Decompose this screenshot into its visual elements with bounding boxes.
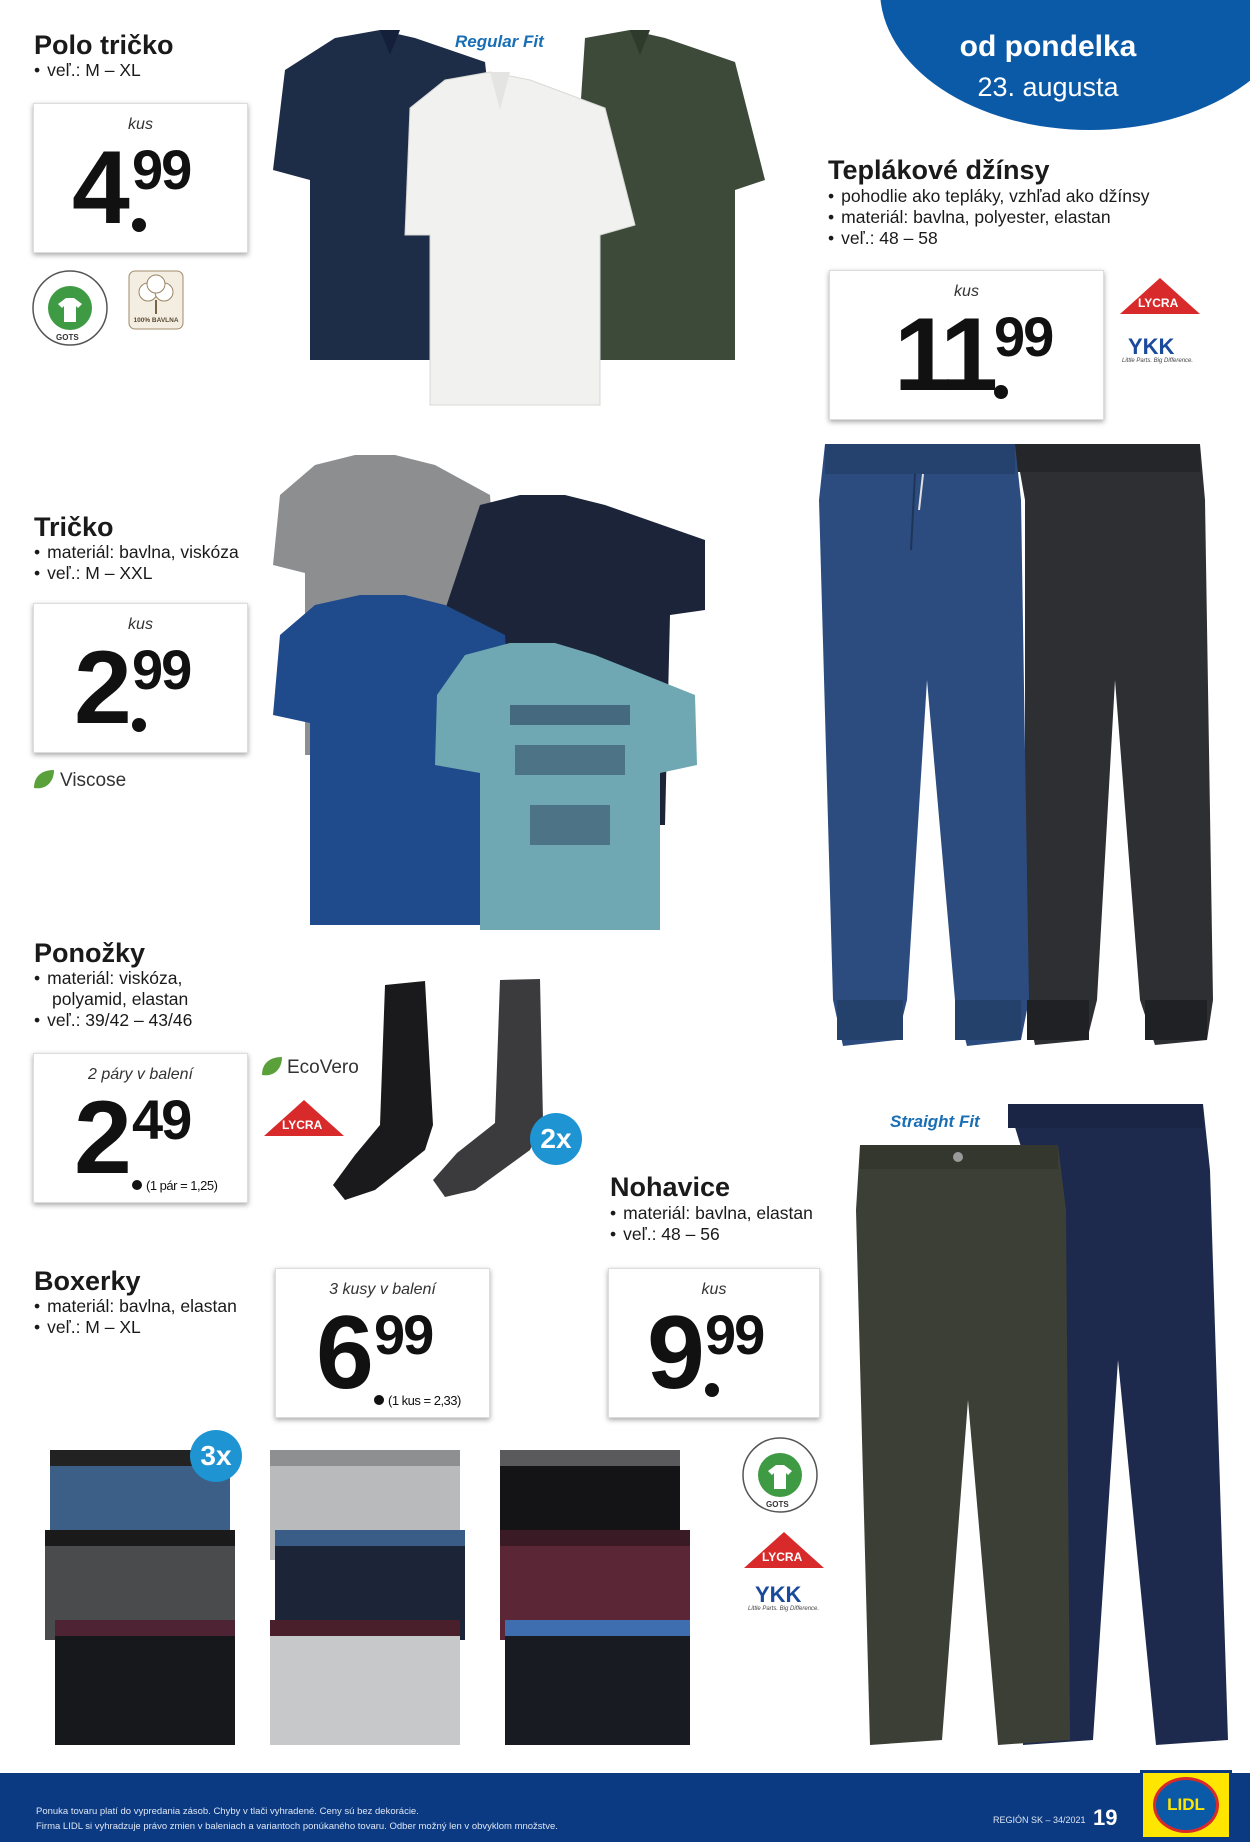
boxers-title: Boxerky: [34, 1266, 141, 1296]
jeans-price-dec: 99: [994, 305, 1053, 368]
trousers-bullets: [610, 1203, 813, 1245]
jeans-price-box: [829, 270, 1104, 420]
polo-bullet: • veľ.: M – XL: [34, 60, 141, 81]
socks-price-dec: 49: [132, 1088, 191, 1151]
trousers-price-box: [608, 1268, 820, 1418]
ykk-logo: YKK: [755, 1582, 802, 1607]
jogger-jeans-image: [815, 440, 1215, 1060]
lycra-logo-text: LYCRA: [1138, 296, 1179, 310]
footer-region: REGIÓN SK – 34/2021: [993, 1815, 1086, 1825]
boxers-bullets: [34, 1296, 237, 1338]
footer-disclaimer-2: Firma LIDL si vyhradzuje právo zmien v baleniach a variantoch ponúkaného tovaru. Odber možný len v obvyklom množstve.: [36, 1821, 558, 1832]
boxers-price-dot: [374, 1395, 384, 1405]
ecovero-leaf-icon: [260, 1055, 284, 1079]
socks-pack-badge: 2x: [530, 1113, 582, 1165]
jeans-title: Teplákové džínsy: [828, 155, 1050, 185]
trousers-bullet: • veľ.: 48 – 56: [610, 1224, 813, 1245]
boxers-price-box: [275, 1268, 490, 1418]
trousers-price-dec: 99: [705, 1303, 764, 1366]
header-circle: [880, 0, 1250, 130]
tshirt-price-dot: [132, 718, 146, 732]
trousers-price-unit: kus: [701, 1281, 727, 1298]
jeans-price-unit: kus: [954, 283, 979, 300]
jeans-bullet: • materiál: bavlna, polyester, elastan: [828, 207, 1149, 228]
tshirt-bullet: • materiál: bavlna, viskóza: [34, 542, 239, 563]
polo-price-dot: [132, 218, 146, 232]
polo-price-unit: kus: [128, 116, 153, 133]
ykk-tagline: Little Parts. Big Difference.: [1122, 358, 1194, 364]
ykk-tagline: Little Parts. Big Difference.: [748, 1606, 820, 1612]
lidl-logo-text: LIDL: [1167, 1795, 1205, 1814]
jeans-price-dot: [994, 385, 1008, 399]
footer-disclaimer-1: Ponuka tovaru platí do vypredania zásob. Chyby v tlači vyhradené. Ceny sú bez dekorácie.: [36, 1806, 419, 1817]
boxers-bullet: • veľ.: M – XL: [34, 1317, 237, 1338]
viscose-leaf-icon: [32, 768, 56, 792]
header-date-line2: 23. augusta: [977, 72, 1119, 102]
viscose-logo: Viscose: [60, 770, 127, 791]
jeans-bullet: • veľ.: 48 – 58: [828, 228, 1149, 249]
chino-trousers-image: [838, 1100, 1238, 1760]
boxers-image: [35, 1440, 725, 1765]
polo-fit-label: Regular Fit: [455, 32, 544, 51]
socks-price-box: [33, 1053, 248, 1203]
trousers-price-main: 9: [647, 1295, 699, 1411]
socks-image: [315, 975, 565, 1205]
tshirt-title: Tričko: [34, 512, 114, 542]
socks-unit-price: (1 pár = 1,25): [146, 1178, 218, 1193]
tshirt-bullet: • veľ.: M – XXL: [34, 563, 239, 584]
polo-title: Polo tričko: [34, 30, 174, 60]
socks-bullet: • veľ.: 39/42 – 43/46: [34, 1010, 192, 1031]
boxers-price-dec: 99: [374, 1303, 433, 1366]
polo-price-dec: 99: [132, 138, 191, 201]
lidl-logo: [1140, 1770, 1232, 1840]
polo-bullets: [34, 60, 141, 81]
polo-shirts-image: [265, 30, 785, 410]
trousers-price-dot: [705, 1383, 719, 1397]
footer-page-number: 19: [1093, 1805, 1118, 1830]
polo-price-main: 4: [72, 130, 124, 246]
cotton-label: 100% BAVLNA: [133, 317, 179, 324]
header-date-line1: od pondelka: [959, 30, 1137, 63]
jeans-bullet: • pohodlie ako tepláky, vzhľad ako džínsy: [828, 186, 1149, 207]
tshirt-price-box: [33, 603, 248, 753]
trousers-title: Nohavice: [610, 1172, 731, 1202]
socks-bullet-cont: polyamid, elastan: [52, 989, 189, 1009]
socks-bullet: • materiál: viskóza,: [34, 968, 192, 989]
boxers-price-unit: 3 kusy v balení: [329, 1281, 436, 1298]
jeans-price-main: 11: [894, 297, 992, 413]
tshirts-image: [265, 455, 715, 930]
ykk-logo: YKK: [1128, 334, 1175, 359]
boxers-price-main: 6: [316, 1295, 368, 1411]
jeans-bullets: [828, 186, 1149, 249]
boxers-bullet: • materiál: bavlna, elastan: [34, 1296, 237, 1317]
boxers-pack-badge: 3x: [190, 1430, 242, 1482]
socks-price-dot: [132, 1180, 142, 1190]
tshirt-price-dec: 99: [132, 638, 191, 701]
trousers-fit-label: Straight Fit: [890, 1112, 980, 1131]
socks-price-main: 2: [74, 1080, 126, 1196]
gots-cert-label: GOTS: [766, 1500, 789, 1509]
ecovero-logo: EcoVero: [287, 1057, 359, 1078]
boxers-unit-price: (1 kus = 2,33): [388, 1393, 461, 1408]
socks-bullets: [34, 968, 192, 1031]
polo-price-box: [33, 103, 248, 253]
trousers-bullet: • materiál: bavlna, elastan: [610, 1203, 813, 1224]
footer-bar: [0, 1773, 1250, 1842]
gots-cert-label: GOTS: [56, 333, 79, 342]
tshirt-price-main: 2: [74, 630, 126, 746]
tshirt-bullets: [34, 542, 239, 584]
lycra-logo-text: LYCRA: [282, 1118, 323, 1132]
tshirt-price-unit: kus: [128, 616, 153, 633]
socks-price-unit: 2 páry v balení: [88, 1066, 193, 1083]
socks-title: Ponožky: [34, 938, 146, 968]
lycra-logo-text: LYCRA: [762, 1550, 803, 1564]
